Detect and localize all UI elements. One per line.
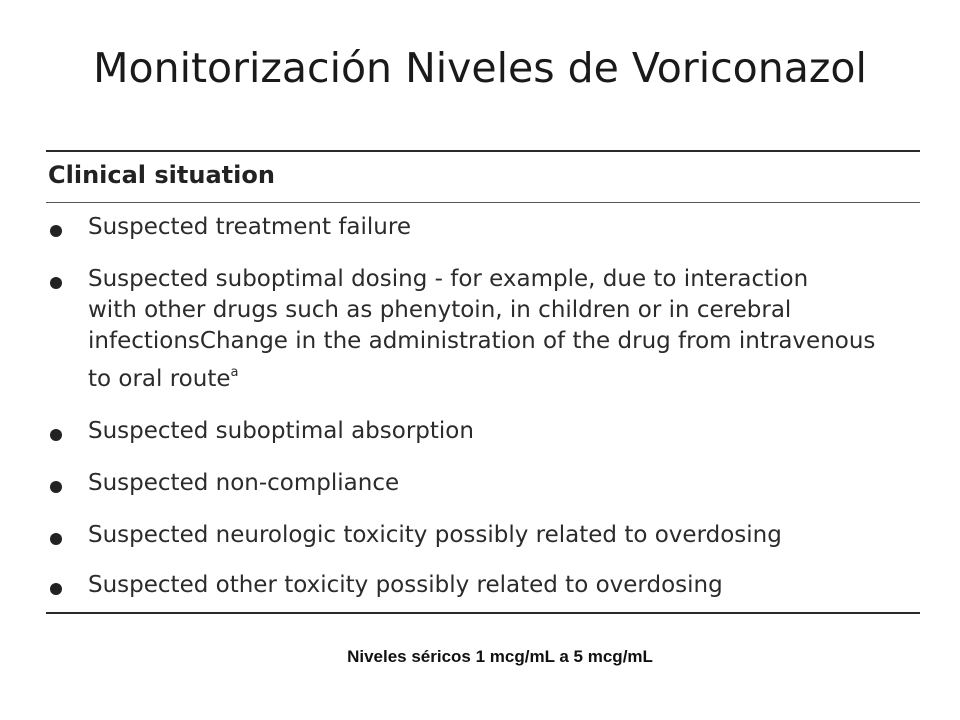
clinical-situation-table — [46, 150, 920, 614]
table-bottom-rule — [46, 612, 920, 614]
list-item-text: Suspected suboptimal dosing - for example, due to interaction with other drugs such as phenytoin, in children or in cerebral infectionsChange in the administration of the drug from intravenous to oral route$^a$ — [88, 266, 876, 392]
list-item-text: Suspected neurologic toxicity possibly related to overdosing — [88, 522, 782, 548]
list-item-text: Suspected treatment failure — [88, 214, 411, 240]
bullet-icon — [50, 225, 62, 237]
table-header: Clinical situation — [48, 161, 275, 189]
list-item-text: Suspected non-compliance — [88, 470, 400, 496]
footnote-marker: a — [230, 365, 239, 380]
list-item-text: Suspected other toxicity possibly related to overdosing — [88, 572, 723, 598]
table-top-rule — [46, 150, 920, 152]
slide-title: Monitorización Niveles de Voriconazol — [93, 44, 867, 92]
serum-levels-note: Niveles séricos 1 mcg/mL a 5 mcg/mL — [347, 647, 653, 666]
bullet-icon — [50, 583, 62, 595]
bullet-icon — [50, 533, 62, 545]
bullet-icon — [50, 429, 62, 441]
bullet-icon — [50, 277, 62, 289]
bullet-icon — [50, 481, 62, 493]
table-header-rule — [46, 202, 920, 203]
list-item-text: Suspected suboptimal absorption — [88, 418, 474, 444]
